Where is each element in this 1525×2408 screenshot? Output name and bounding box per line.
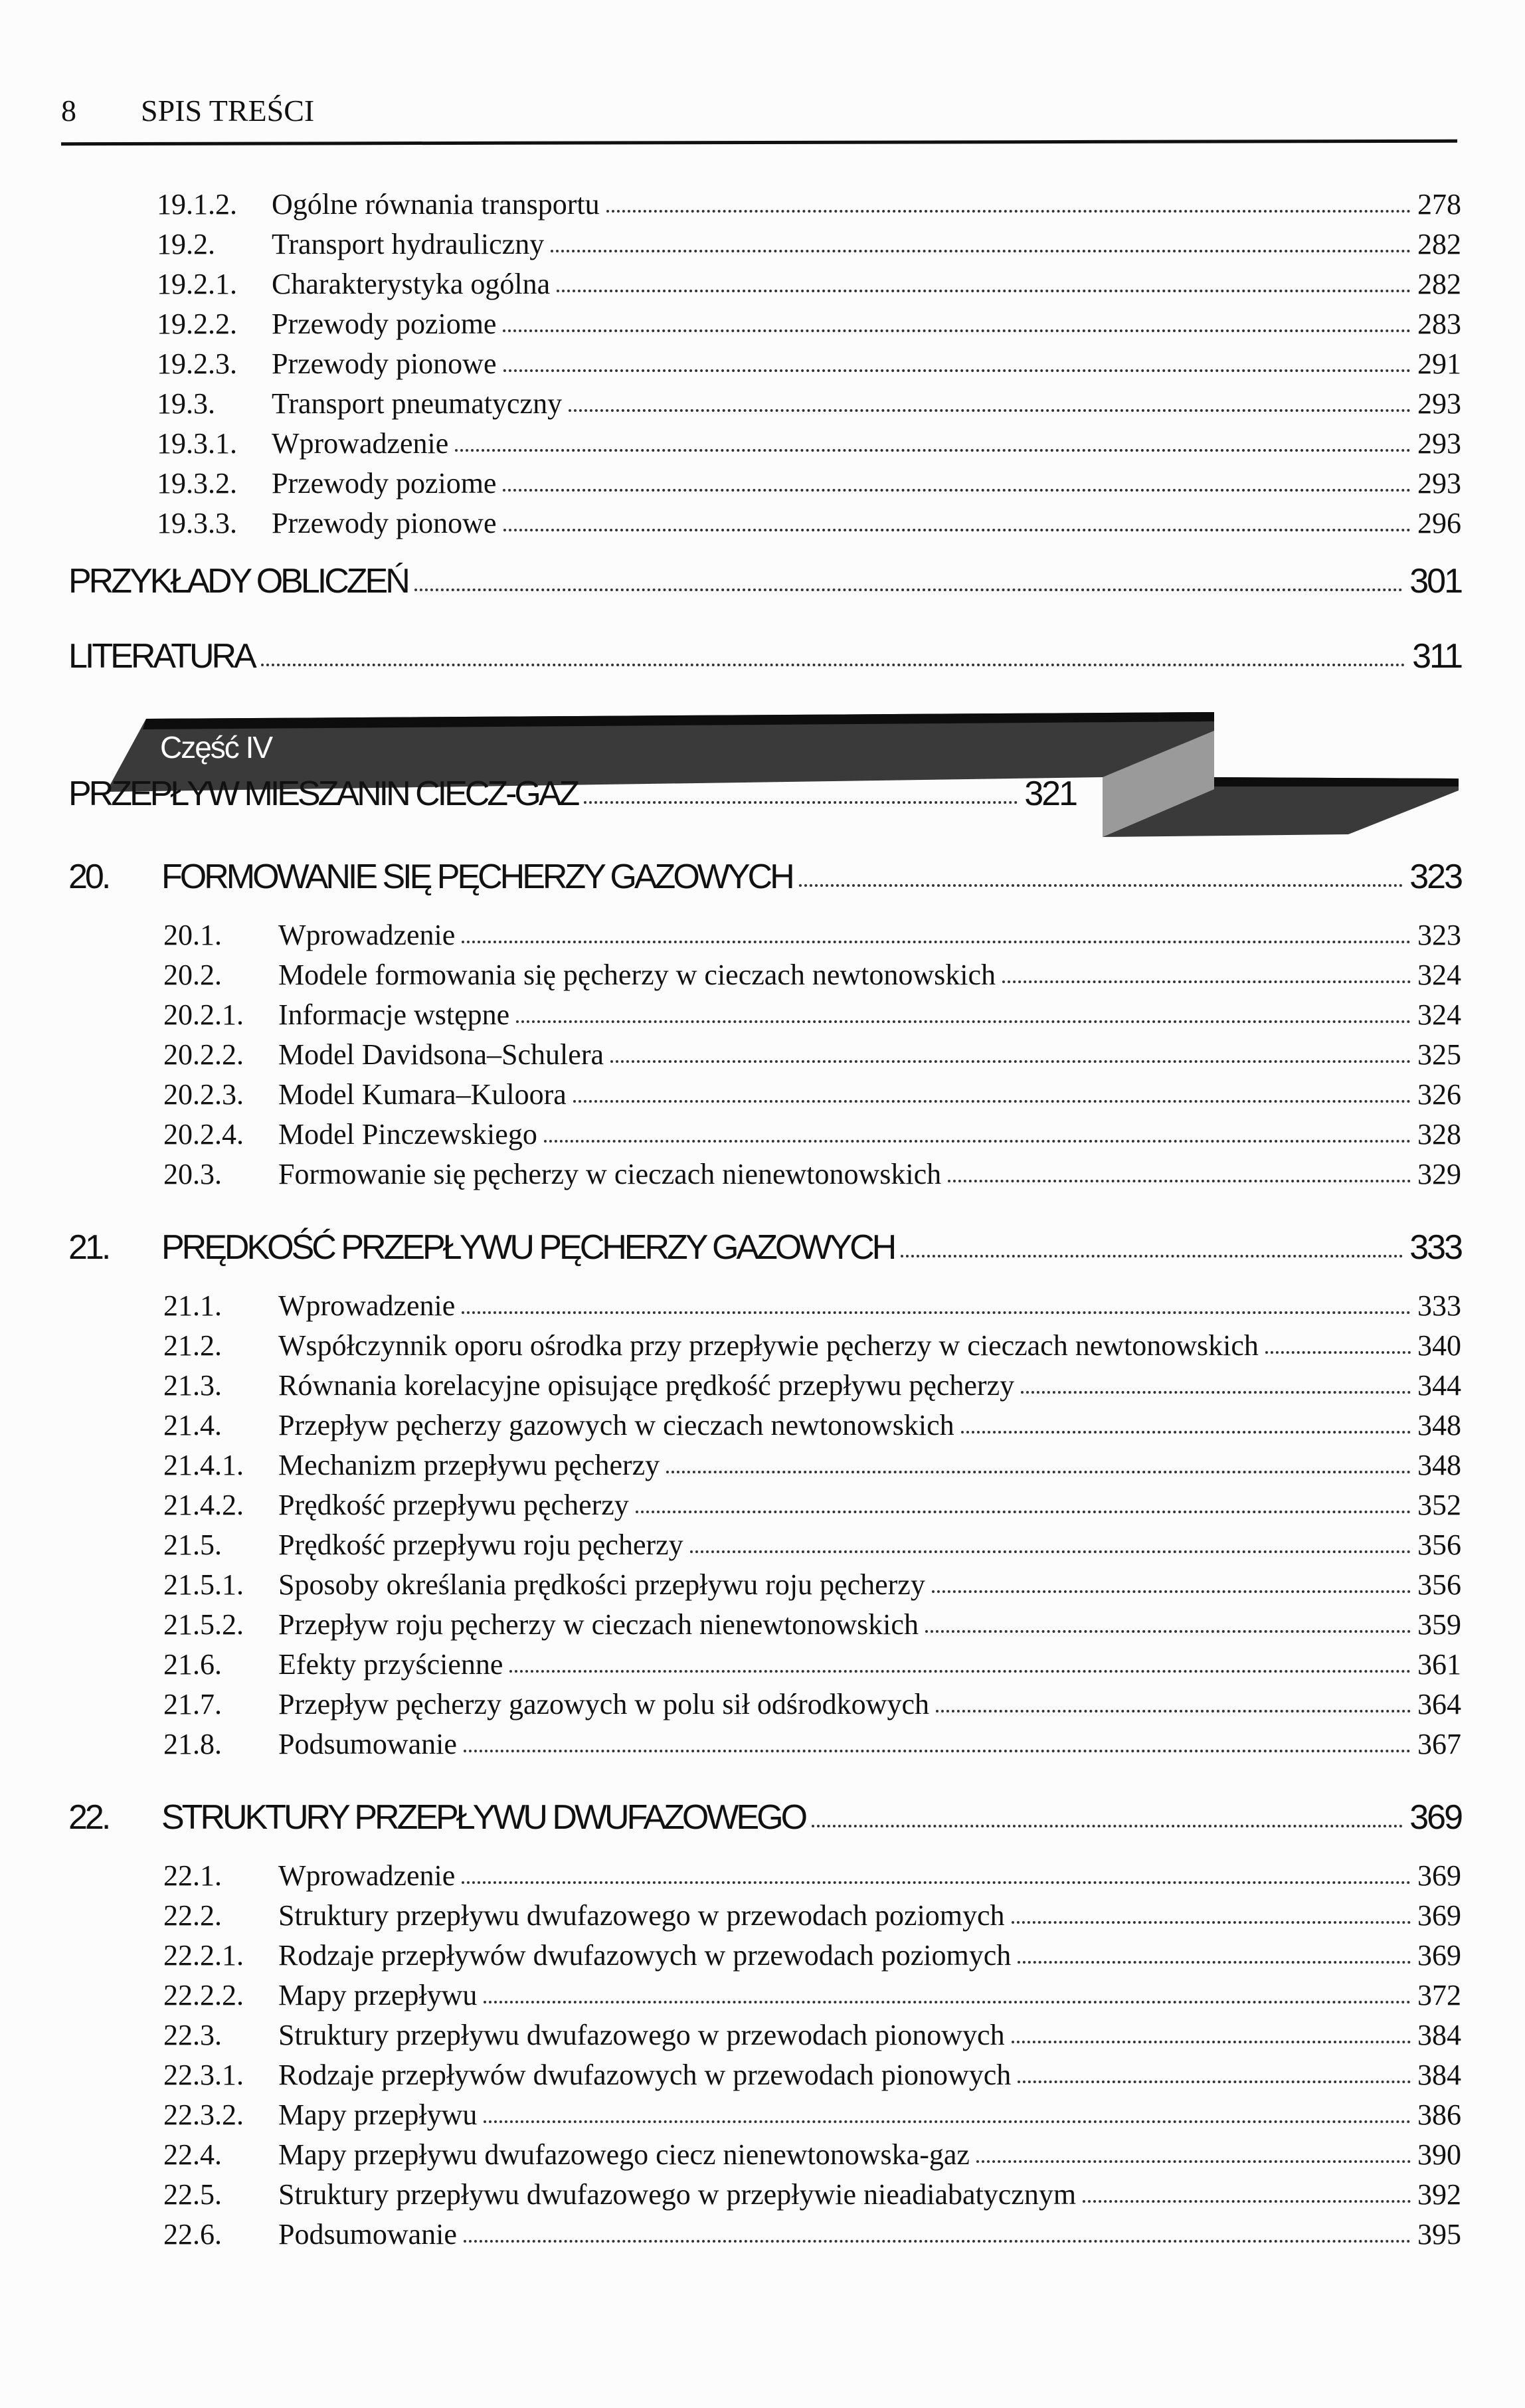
entry-page: 356 <box>1417 1568 1461 1601</box>
entry-title: Rodzaje przepływów dwufazowych w przewodach pionowych <box>278 2059 1012 2091</box>
header-title: SPIS TREŚCI <box>141 94 315 128</box>
toc-entry <box>163 1859 1461 1899</box>
page-number: 8 <box>61 94 76 128</box>
entry-number: 19.1.2. <box>157 188 237 221</box>
entry-number: 19.2.2. <box>157 308 237 340</box>
dot-leader <box>584 801 1018 804</box>
entry-number: 21.5.1. <box>163 1568 244 1601</box>
entry-number: 22.2.1. <box>163 1939 244 1972</box>
entry-page: 311 <box>1412 637 1461 676</box>
toc-entry <box>163 1488 1461 1528</box>
dot-leader <box>503 529 1411 531</box>
entry-page: 282 <box>1417 268 1461 300</box>
entry-title: Przepływ pęcherzy gazowych w polu sił odśrodkowych <box>278 1688 929 1720</box>
entry-title: Przewody poziome <box>272 308 497 340</box>
entry-page: 384 <box>1417 2019 1461 2051</box>
entry-title: Model Kumara–Kuloora <box>278 1078 567 1111</box>
dot-leader <box>1012 2041 1411 2043</box>
toc-entry <box>157 227 1461 267</box>
entry-page: 359 <box>1417 1608 1461 1641</box>
dot-leader <box>509 1670 1411 1673</box>
entry-page: 344 <box>1417 1369 1461 1402</box>
entry-number: 22.2. <box>163 1899 222 1932</box>
entry-page: 367 <box>1417 1728 1461 1760</box>
entry-number: 20.2.1. <box>163 998 244 1031</box>
entry-number: 20.2.2. <box>163 1038 244 1071</box>
entry-title: PRZYKŁADY OBLICZEŃ <box>68 562 408 601</box>
entry-number: 22.2.2. <box>163 1979 244 2011</box>
dot-leader <box>948 1180 1411 1182</box>
entry-page: 293 <box>1417 467 1461 500</box>
dot-leader <box>1018 2081 1411 2083</box>
entry-title: Efekty przyścienne <box>278 1648 503 1681</box>
entry-page: 301 <box>1409 562 1461 601</box>
toc-entry <box>163 1157 1461 1197</box>
entry-number: 22.3.1. <box>163 2059 244 2091</box>
toc-entry <box>163 918 1461 958</box>
entry-title: Struktury przepływu dwufazowego w przepływie nieadiabatycznym <box>278 2178 1077 2211</box>
toc-entry <box>163 2018 1461 2058</box>
entry-page: 293 <box>1417 427 1461 460</box>
toc-entry <box>157 347 1461 387</box>
toc-entry <box>163 2217 1461 2257</box>
toc-entry <box>163 1938 1461 1978</box>
dot-leader <box>462 941 1411 943</box>
dot-leader <box>551 250 1411 252</box>
entry-page: 348 <box>1417 1409 1461 1441</box>
entry-number: 19.3.3. <box>157 507 237 539</box>
entry-title: Wprowadzenie <box>278 1859 456 1892</box>
entry-page: 283 <box>1417 308 1461 340</box>
toc-entry <box>68 1228 1461 1267</box>
entry-page: 395 <box>1417 2218 1461 2251</box>
entry-page: 364 <box>1417 1688 1461 1720</box>
toc-entry <box>157 387 1461 426</box>
entry-page: 384 <box>1417 2059 1461 2091</box>
entry-page: 321 <box>1024 775 1076 813</box>
dot-leader <box>462 1881 1411 1884</box>
dot-leader <box>1083 2200 1411 2203</box>
entry-page: 369 <box>1417 1859 1461 1892</box>
dot-leader <box>1002 980 1411 983</box>
toc-entry <box>68 1798 1461 1837</box>
dot-leader <box>484 2001 1411 2003</box>
dot-leader <box>799 884 1403 887</box>
toc-entry <box>157 506 1461 546</box>
part-banner <box>0 704 1525 837</box>
entry-title: Sposoby określania prędkości przepływu roju pęcherzy <box>278 1568 925 1601</box>
dot-leader <box>503 489 1411 492</box>
entry-title: Rodzaje przepływów dwufazowych w przewodach poziomych <box>278 1939 1012 1972</box>
dot-leader <box>573 1100 1411 1103</box>
entry-number: 21. <box>68 1228 109 1267</box>
entry-title: Prędkość przepływu roju pęcherzy <box>278 1528 683 1561</box>
entry-number: 21.7. <box>163 1688 222 1720</box>
toc-entry <box>163 1368 1461 1408</box>
dot-leader <box>936 1710 1411 1713</box>
entry-page: 352 <box>1417 1489 1461 1521</box>
entry-number: 21.4.2. <box>163 1489 244 1521</box>
entry-title: Struktury przepływu dwufazowego w przewodach pionowych <box>278 2019 1005 2051</box>
entry-title: Formowanie się pęcherzy w cieczach nienewtonowskich <box>278 1158 942 1190</box>
entry-number: 20. <box>68 858 109 896</box>
entry-number: 19.2.1. <box>157 268 237 300</box>
entry-page: 324 <box>1417 998 1461 1031</box>
entry-page: 278 <box>1417 188 1461 221</box>
entry-title: Podsumowanie <box>278 2218 457 2251</box>
toc-entry <box>157 267 1461 307</box>
entry-title: Model Pinczewskiego <box>278 1118 537 1151</box>
entry-page: 356 <box>1417 1528 1461 1561</box>
dot-leader <box>464 1750 1411 1752</box>
toc-entry <box>157 426 1461 466</box>
entry-page: 293 <box>1417 387 1461 420</box>
entry-page: 324 <box>1417 959 1461 991</box>
toc-entry <box>163 1329 1461 1368</box>
entry-title: PRZEPŁYW MIESZANIN CIECZ-GAZ <box>68 775 578 813</box>
entry-title: Przewody pionowe <box>272 507 497 539</box>
entry-title: Mapy przepływu <box>278 1979 478 2011</box>
entry-number: 22.1. <box>163 1859 222 1892</box>
entry-title: Modele formowania się pęcherzy w cieczach newtonowskich <box>278 959 996 991</box>
entry-page: 372 <box>1417 1979 1461 2011</box>
entry-title: Mapy przepływu dwufazowego ciecz nienewtonowska-gaz <box>278 2138 970 2171</box>
toc-entry <box>163 2177 1461 2217</box>
entry-page: 323 <box>1417 919 1461 951</box>
entry-title: Współczynnik oporu ośrodka przy przepływie pęcherzy w cieczach newtonowskich <box>278 1329 1259 1362</box>
toc-entry <box>163 1899 1461 1938</box>
entry-title: Wprowadzenie <box>278 919 456 951</box>
entry-number: 21.1. <box>163 1289 222 1322</box>
dot-leader <box>606 210 1411 213</box>
entry-page: 369 <box>1417 1899 1461 1932</box>
dot-leader <box>976 2160 1411 2163</box>
entry-title: Ogólne równania transportu <box>272 188 600 221</box>
entry-page: 390 <box>1417 2138 1461 2171</box>
entry-title: Przewody pionowe <box>272 347 497 380</box>
dot-leader <box>569 409 1411 412</box>
toc-entry <box>163 1687 1461 1727</box>
entry-page: 392 <box>1417 2178 1461 2211</box>
dot-leader <box>414 589 1403 591</box>
toc-entry <box>163 1978 1461 2018</box>
entry-number: 20.2.3. <box>163 1078 244 1111</box>
entry-page: 326 <box>1417 1078 1461 1111</box>
toc-entry <box>163 1528 1461 1568</box>
entry-number: 22.4. <box>163 2138 222 2171</box>
running-header <box>61 93 314 128</box>
toc-entry <box>163 2098 1461 2138</box>
entry-number: 21.6. <box>163 1648 222 1681</box>
entry-title: Mapy przepływu <box>278 2098 478 2131</box>
toc-entry <box>163 1608 1461 1647</box>
entry-number: 21.4.1. <box>163 1449 244 1481</box>
entry-number: 22. <box>68 1798 109 1837</box>
entry-number: 19.3.2. <box>157 467 237 500</box>
entry-page: 291 <box>1417 347 1461 380</box>
entry-page: 333 <box>1417 1289 1461 1322</box>
entry-number: 22.3.2. <box>163 2098 244 2131</box>
toc-entry <box>163 2138 1461 2177</box>
entry-number: 20.3. <box>163 1158 222 1190</box>
dot-leader <box>636 1511 1411 1513</box>
entry-title: Wprowadzenie <box>278 1289 456 1322</box>
toc-entry <box>163 1289 1461 1329</box>
entry-number: 19.2.3. <box>157 347 237 380</box>
toc-entry <box>163 998 1461 1038</box>
entry-number: 20.2. <box>163 959 222 991</box>
toc-entry <box>163 1647 1461 1687</box>
entry-page: 386 <box>1417 2098 1461 2131</box>
banner-right-stripe <box>1214 777 1459 787</box>
dot-leader <box>610 1060 1411 1063</box>
entry-title: Charakterystyka ogólna <box>272 268 551 300</box>
entry-title: FORMOWANIE SIĘ PĘCHERZY GAZOWYCH <box>161 858 792 896</box>
entry-title: Wprowadzenie <box>272 427 449 460</box>
entry-title: Przepływ roju pęcherzy w cieczach nienewtonowskich <box>278 1608 919 1641</box>
entry-page: 340 <box>1417 1329 1461 1362</box>
dot-leader <box>516 1020 1411 1023</box>
dot-leader <box>464 2240 1411 2243</box>
toc-entry <box>163 1568 1461 1608</box>
entry-title: Równania korelacyjne opisujące prędkość przepływu pęcherzy <box>278 1369 1015 1402</box>
entry-page: 348 <box>1417 1449 1461 1481</box>
dot-leader <box>901 1255 1403 1257</box>
entry-title: PRĘDKOŚĆ PRZEPŁYWU PĘCHERZY GAZOWYCH <box>161 1228 895 1267</box>
dot-leader <box>557 290 1411 292</box>
entry-number: 19.3.1. <box>157 427 237 460</box>
entry-title: STRUKTURY PRZEPŁYWU DWUFAZOWEGO <box>161 1798 806 1837</box>
entry-title: Transport hydrauliczny <box>272 228 545 260</box>
entry-number: 22.6. <box>163 2218 222 2251</box>
dot-leader <box>961 1431 1411 1434</box>
dot-leader <box>1021 1391 1411 1394</box>
entry-title: Przepływ pęcherzy gazowych w cieczach newtonowskich <box>278 1409 954 1441</box>
entry-page: 296 <box>1417 507 1461 539</box>
toc-entry <box>163 1077 1461 1117</box>
entry-title: Przewody poziome <box>272 467 497 500</box>
toc-entry <box>163 1038 1461 1077</box>
entry-number: 21.2. <box>163 1329 222 1362</box>
toc-entry <box>163 1727 1461 1767</box>
toc-entry <box>68 774 1076 814</box>
entry-number: 21.3. <box>163 1369 222 1402</box>
part-label: Część IV <box>160 730 272 765</box>
entry-page: 323 <box>1409 858 1461 896</box>
entry-title: Informacje wstępne <box>278 998 510 1031</box>
dot-leader <box>503 369 1411 372</box>
dot-leader <box>1265 1351 1411 1354</box>
entry-title: Model Davidsona–Schulera <box>278 1038 604 1071</box>
entry-number: 21.5.2. <box>163 1608 244 1641</box>
toc-entry <box>68 561 1461 601</box>
toc-entry <box>157 187 1461 227</box>
dot-leader <box>462 1311 1411 1314</box>
toc-entry <box>163 1117 1461 1157</box>
entry-number: 21.4. <box>163 1409 222 1441</box>
entry-page: 361 <box>1417 1648 1461 1681</box>
toc-entry <box>163 1448 1461 1488</box>
dot-leader <box>812 1825 1403 1827</box>
entry-number: 20.2.4. <box>163 1118 244 1151</box>
toc-entry <box>163 2058 1461 2098</box>
toc-entry <box>157 466 1461 506</box>
entry-number: 21.5. <box>163 1528 222 1561</box>
dot-leader <box>1012 1921 1411 1924</box>
entry-number: 22.5. <box>163 2178 222 2211</box>
entry-page: 333 <box>1409 1228 1461 1267</box>
dot-leader <box>666 1471 1411 1473</box>
entry-page: 369 <box>1409 1798 1461 1837</box>
dot-leader <box>1018 1961 1411 1964</box>
dot-leader <box>503 329 1411 332</box>
entry-number: 19.2. <box>157 228 215 260</box>
entry-page: 329 <box>1417 1158 1461 1190</box>
entry-page: 328 <box>1417 1118 1461 1151</box>
entry-page: 282 <box>1417 228 1461 260</box>
toc-entry <box>157 307 1461 347</box>
toc-entry <box>163 1408 1461 1448</box>
toc-entry <box>163 958 1461 998</box>
dot-leader <box>261 664 1405 666</box>
header-rule <box>61 139 1457 145</box>
dot-leader <box>484 2120 1411 2123</box>
entry-title: Mechanizm przepływu pęcherzy <box>278 1449 660 1481</box>
entry-title: Struktury przepływu dwufazowego w przewodach poziomych <box>278 1899 1005 1932</box>
dot-leader <box>690 1550 1411 1553</box>
entry-number: 22.3. <box>163 2019 222 2051</box>
dot-leader <box>932 1590 1411 1593</box>
dot-leader <box>925 1630 1411 1633</box>
entry-title: Prędkość przepływu pęcherzy <box>278 1489 629 1521</box>
entry-page: 369 <box>1417 1939 1461 1972</box>
entry-title: Transport pneumatyczny <box>272 387 563 420</box>
entry-number: 21.8. <box>163 1728 222 1760</box>
toc-entry <box>68 857 1461 897</box>
entry-number: 19.3. <box>157 387 215 420</box>
dot-leader <box>455 449 1411 452</box>
dot-leader <box>544 1140 1411 1143</box>
entry-number: 20.1. <box>163 919 222 951</box>
entry-title: Podsumowanie <box>278 1728 457 1760</box>
entry-page: 325 <box>1417 1038 1461 1071</box>
toc-entry <box>68 636 1461 676</box>
entry-title: LITERATURA <box>68 637 254 676</box>
